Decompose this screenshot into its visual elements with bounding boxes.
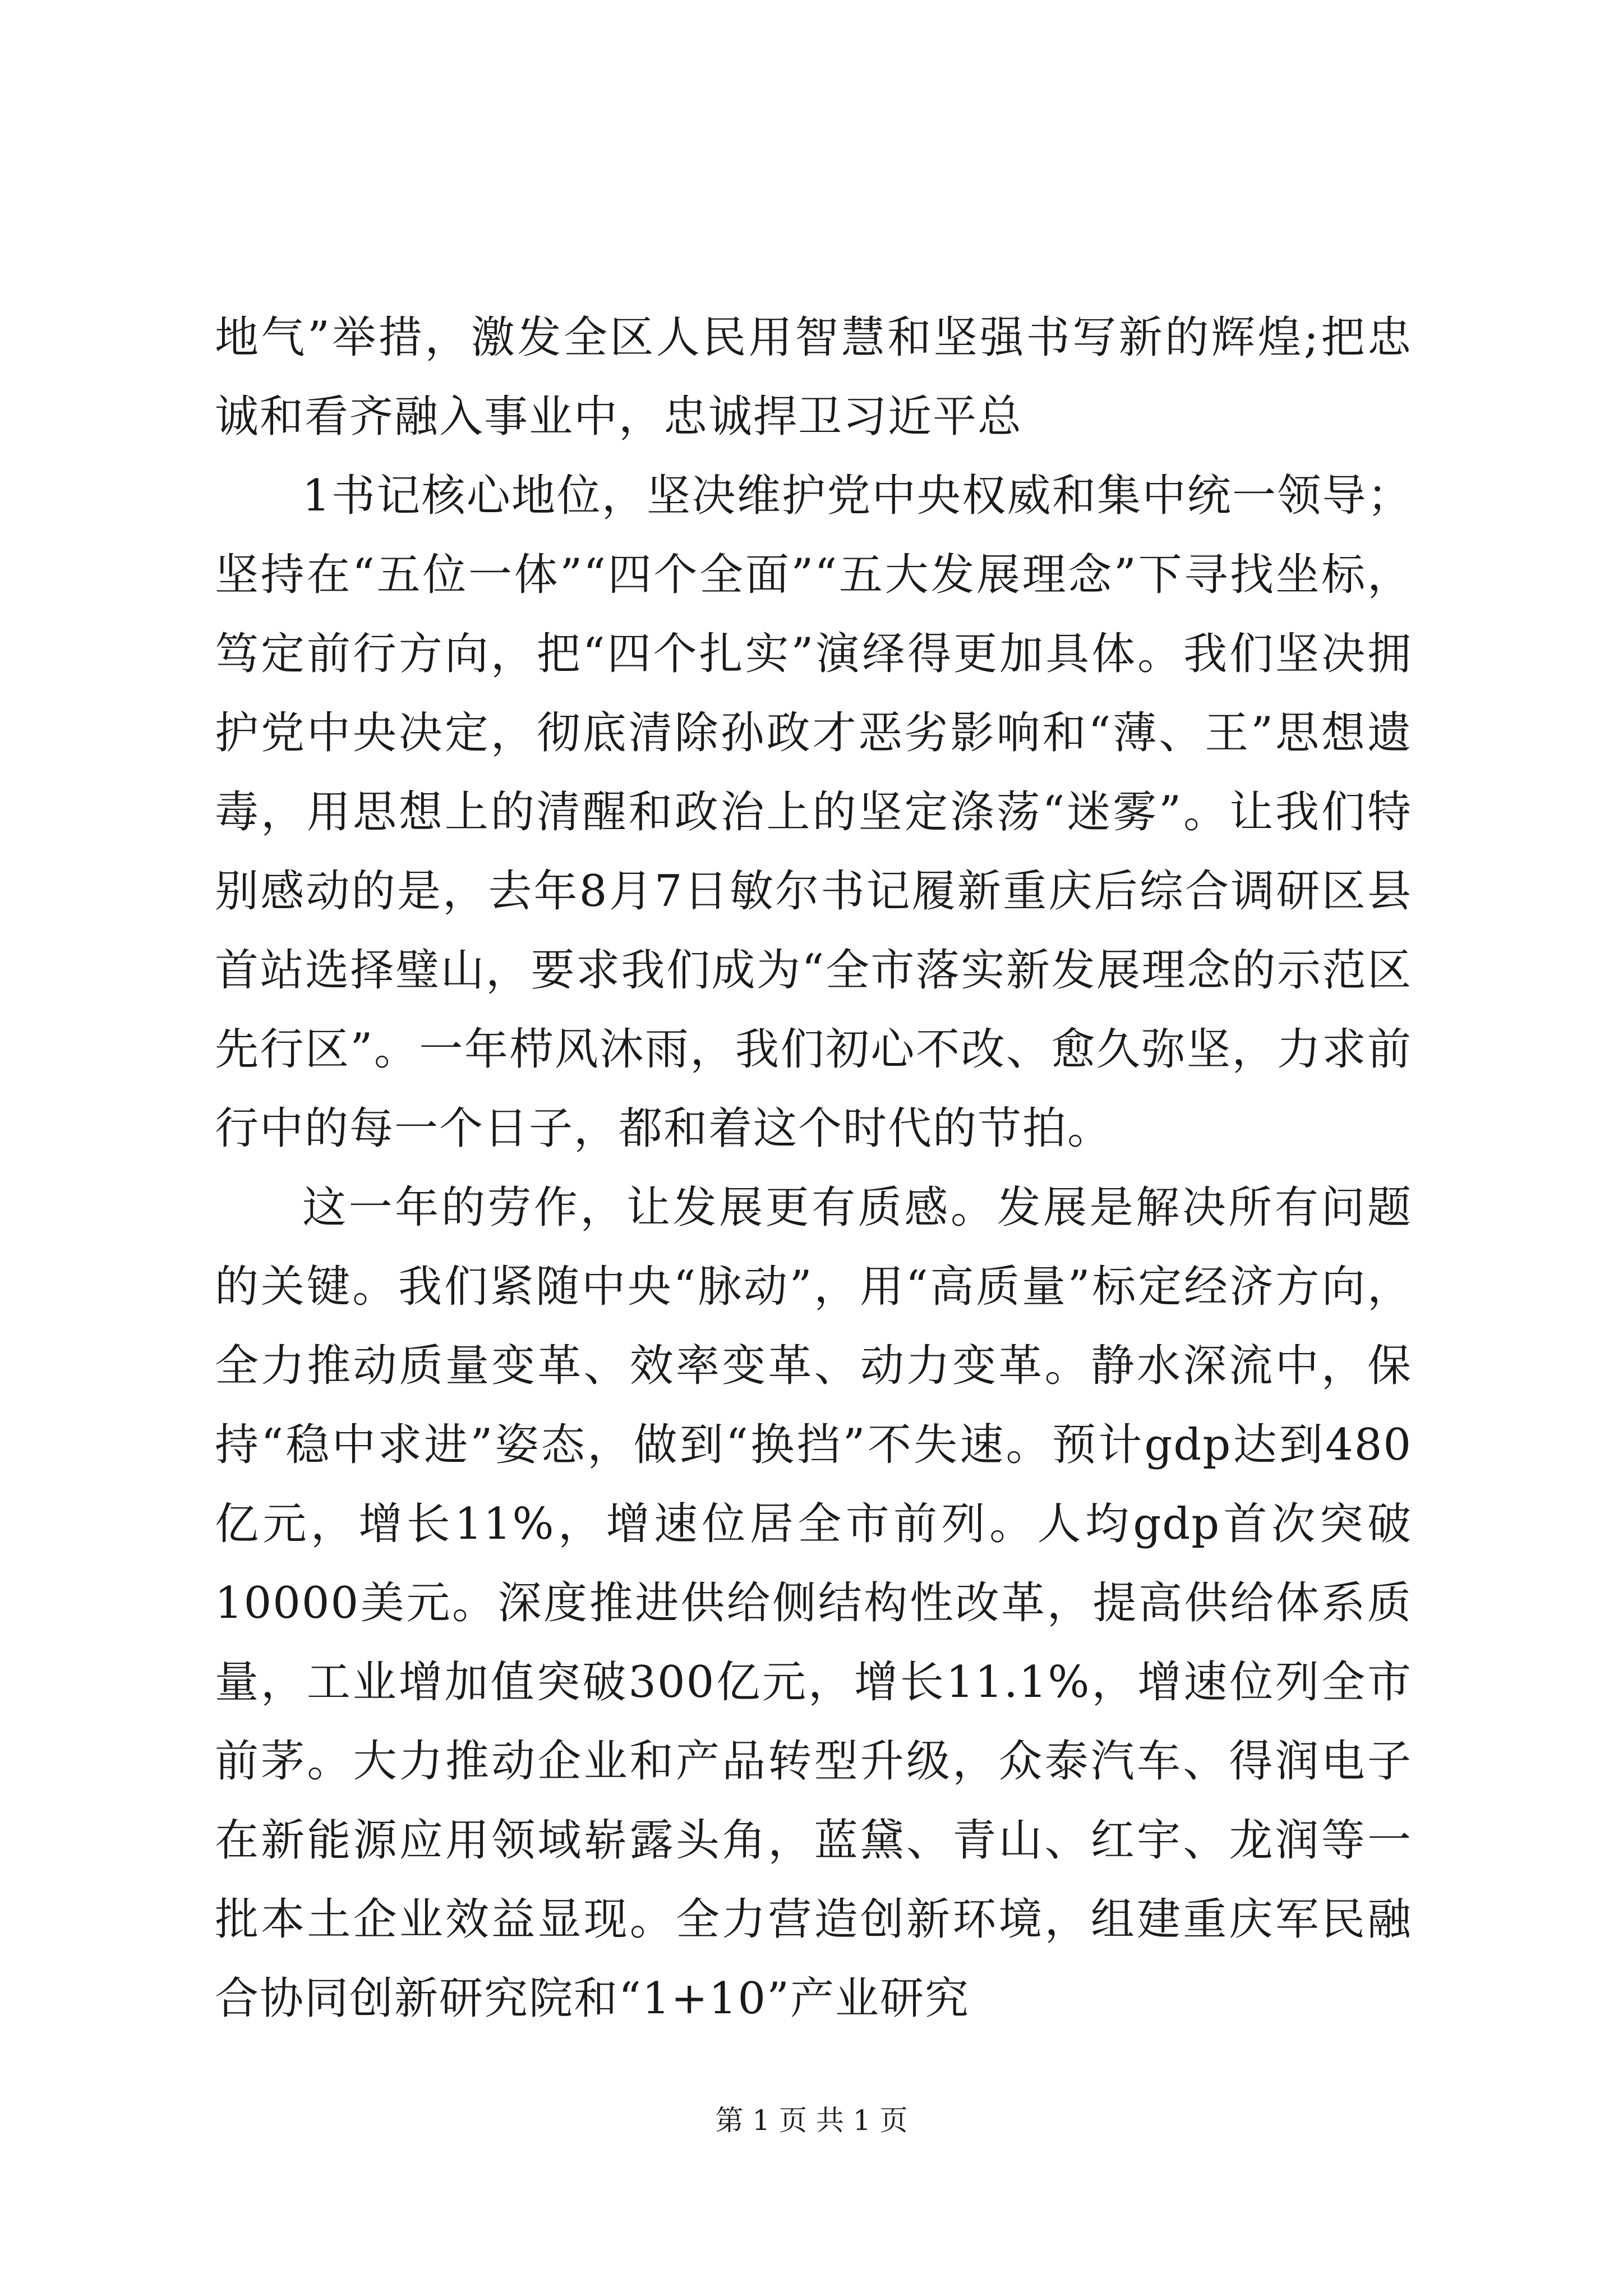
paragraph-3: 这一年的劳作，让发展更有质感。发展是解决所有问题的关键。我们紧随中央“脉动”，用“高质量”标定经济方向，全力推动质量变革、效率变革、动力变革。静水深流中，保持“稳中求进”姿态，做到“换挡”不失速。预计gdp达到480亿元，增长11%，增速位居全市前列。人均gdp首次突破10000美元。深度推进供给侧结构性改革，提高供给体系质量，工业增加值突破300亿元，增长11.1%，增速位列全市前茅。大力推动企业和产品转型升级，众泰汽车、得润电子在新能源应用领域崭露头角，蓝黛、青山、红宇、龙润等一批本土企业效益显现。全力营造创新环境，组建重庆军民融合协同创新研究院和“1+10”产业研究 — [215, 1182, 1412, 2024]
paragraph-1: 地气”举措，激发全区人民用智慧和坚强书写新的辉煌;把忠诚和看齐融入事业中，忠诚捍卫习近平总 — [215, 312, 1412, 442]
page-footer: 第 1 页 共 1 页 — [715, 2104, 908, 2137]
paragraph-2: 1书记核心地位，坚决维护党中央权威和集中统一领导；坚持在“五位一体”“四个全面”“五大发展理念”下寻找坐标，笃定前行方向，把“四个扎实”演绎得更加具体。我们坚决拥护党中央决定，彻底清除孙政才恶劣影响和“薄、王”思想遗毒，用思想上的清醒和政治上的坚定涤荡“迷雾”。让我们特别感动的是，去年8月7日敏尔书记履新重庆后综合调研区县首站选择璧山，要求我们成为“全市落实新发展理念的示范区先行区”。一年栉风沐雨，我们初心不改、愈久弥坚，力求前行中的每一个日子，都和着这个时代的节拍。 — [215, 471, 1412, 1154]
document-body — [215, 298, 1412, 2039]
